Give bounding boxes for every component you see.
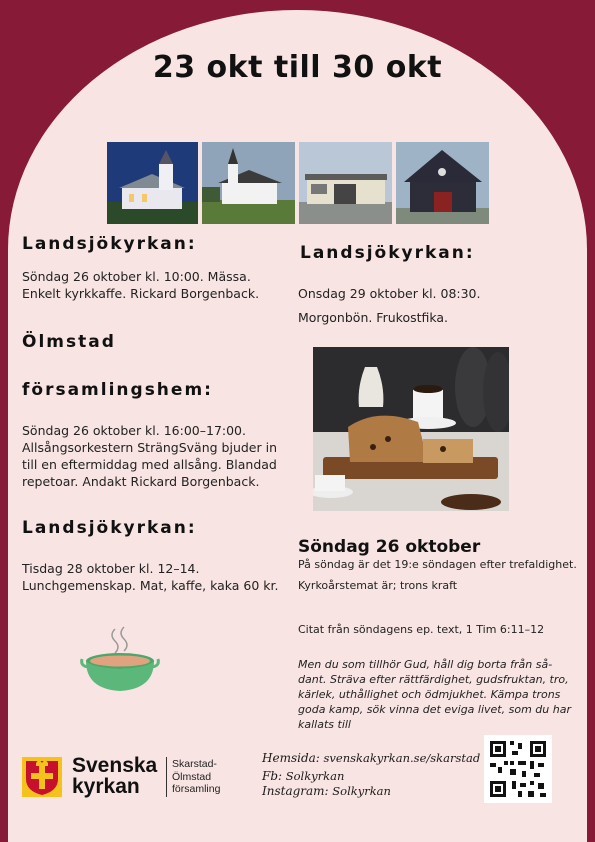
coffee-cake-photo (313, 347, 509, 511)
event-line: Onsdag 29 oktober kl. 08:30. (298, 286, 481, 301)
instagram-row (262, 784, 497, 800)
event-line: Söndag 26 oktober kl. 10:00. Mässa. (22, 269, 251, 284)
parish-name (172, 758, 220, 796)
instagram-label: Instagram: (262, 784, 329, 798)
event-line: till en eftermiddag med allsång. Blandad (22, 457, 277, 472)
website-link[interactable]: svenskakyrkan.se/skarstad (323, 751, 481, 765)
church-photo-3 (299, 142, 392, 224)
logo-line: kyrkan (72, 775, 140, 798)
logo-divider (166, 757, 167, 797)
event-line: Söndag 26 oktober kl. 16:00–17:00. (22, 423, 246, 438)
event-line: Lunchgemenskap. Mat, kaffe, kaka 60 kr. (22, 578, 279, 593)
sunday-line: På söndag är det 19:e söndagen efter trefaldighet. (298, 558, 577, 571)
sunday-title: Söndag 26 oktober (298, 537, 481, 557)
quote-line: Men du som tillhör Gud, håll dig borta från så- (298, 658, 553, 671)
event-line: Tisdag 28 oktober kl. 12–14. (22, 561, 200, 576)
parish-line: Skarstad- (172, 758, 217, 770)
church-photo-1 (107, 142, 198, 224)
website-row (262, 751, 497, 769)
section-heading-forsamlingshem: församlingshem: (22, 380, 213, 400)
theme-line: Kyrkoårstemat är; trons kraft (298, 579, 458, 592)
logo-wordmark (72, 755, 157, 797)
quote-line: dant. Sträva efter rättfärdighet, gudsfruktan, tro, (298, 673, 569, 686)
quote-text (298, 657, 571, 732)
event-text (22, 560, 279, 594)
parish-line: Ölmstad (172, 770, 212, 783)
event-line: Allsångsorkestern SträngSväng bjuder in (22, 440, 278, 455)
soup-bowl-icon (80, 625, 160, 695)
contact-info (262, 751, 497, 800)
event-line: Morgonbön. Frukostfika. (298, 310, 449, 325)
event-line: repetoar. Andakt Rickard Borgenback. (22, 474, 260, 489)
church-photo-2 (202, 142, 295, 224)
facebook-label: Fb: (262, 768, 283, 783)
quote-line: kärlek, uthållighet och ödmjukhet. Kämpa trons (298, 688, 561, 701)
page-title: 23 okt till 30 okt (152, 50, 443, 85)
quote-line: kallats till (298, 718, 351, 731)
church-photo-4 (396, 142, 489, 224)
event-line: Enkelt kyrkkaffe. Rickard Borgenback. (22, 286, 260, 301)
section-heading-olmstad: Ölmstad (22, 332, 116, 352)
logo-line: Svenska (72, 754, 158, 777)
website-label: Hemsida: (262, 751, 320, 765)
quote-reference: Citat från söndagens ep. text, 1 Tim 6:11–12 (298, 623, 545, 636)
event-text (22, 268, 259, 302)
instagram-link[interactable]: Solkyrkan (332, 784, 391, 798)
section-heading-landsjokyrkan-3: Landsjökyrkan: (22, 518, 197, 538)
parish-line: församling (172, 783, 221, 795)
event-text (298, 282, 480, 330)
quote-line: goda kamp, sök vinna det eviga livet, som du har (298, 703, 571, 716)
facebook-row (262, 769, 497, 785)
section-heading-landsjokyrkan-2: Landsjökyrkan: (300, 243, 475, 263)
event-text (22, 422, 277, 490)
facebook-link[interactable]: Solkyrkan (285, 768, 345, 783)
qr-code[interactable] (484, 735, 552, 803)
church-logo-icon (22, 757, 62, 797)
section-heading-landsjokyrkan-1: Landsjökyrkan: (22, 234, 197, 254)
